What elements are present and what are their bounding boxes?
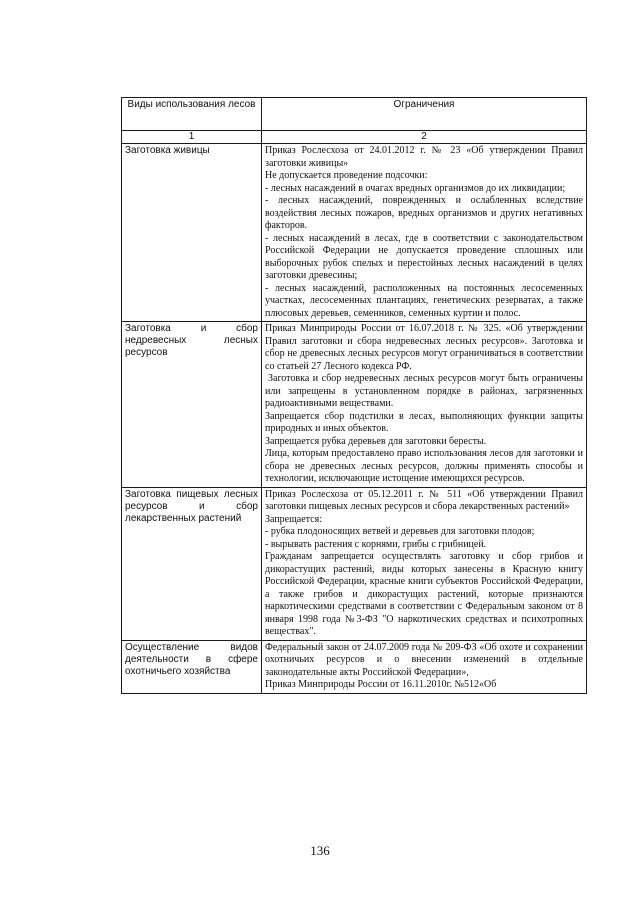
restriction-paragraph: Приказ Рослесхоза от 24.01.2012 г. № 23 «Об утверждении Правил заготовки живицы» — [265, 145, 583, 169]
restriction-paragraph: Лица, которым предоставлено право использования лесов для заготовки и сбора не древесных лесных ресурсов, должны применять способы и технологии, исключающие истощение имеющихся ресурсов. — [265, 448, 583, 484]
restriction-paragraph: Запрещается сбор подстилки в лесах, выполняющих функции защиты природных и иных объектов. — [265, 410, 583, 434]
header-restrictions: Ограничения — [262, 98, 587, 131]
restriction-paragraph: Запрещается: — [265, 513, 322, 525]
restriction-paragraph: - лесных насаждений, расположенных на постоянных лесосеменных участках, лесосеменных плантациях, генетических резерватах, а также плюсовых деревьев, семенников, семенных куртин и полос. — [265, 282, 583, 319]
forest-use-type: Заготовка и сбор недревесных лесных ресурсов — [122, 322, 262, 488]
restriction-paragraph: - вырывать растения с корнями, грибы с грибницей. — [265, 538, 487, 550]
restriction-paragraph: Не допускается проведение подсочки: — [265, 170, 428, 181]
restriction-paragraph: - лесных насаждений, поврежденных и ослабленных вследствие воздействия лесных пожаров, вредных организмов и других негативных факторов. — [265, 195, 583, 231]
restriction-paragraph: Гражданам запрещается осуществлять заготовку и сбор грибов и дикорастущих растений, виды которых занесены в Красную книгу Российской Федерации, красные книги субъектов Российской Федерации, а также грибов и дикорастущих растений, которые признаются наркотическими средствами в соответствии с Федеральным законом от 8 января 1998 года №3-ФЗ "О наркотических средствах и психотропных веществах". — [265, 551, 583, 637]
forest-use-restrictions-table — [121, 97, 587, 694]
table-row — [122, 640, 587, 693]
restriction-paragraph: Приказ Минприроды России от 16.11.2010г. №512«Об — [265, 679, 497, 690]
column-number-row — [122, 131, 587, 144]
restriction-paragraph: - лесных насаждений в лесах, где в соответствии с законодательством Российской Федерации не допускается проведение сплошных или выборочных рубок спелых и перестойных лесных насаждений в целях заготовки древесины; — [265, 232, 583, 281]
restrictions-cell — [262, 144, 587, 322]
header-forest-use-types: Виды использования лесов — [122, 98, 262, 131]
restrictions-cell — [262, 487, 587, 640]
table-header-row — [122, 98, 587, 131]
restrictions-cell — [262, 640, 587, 693]
restriction-paragraph: - рубка плодоносящих ветвей и деревьев для заготовки плодов; — [265, 526, 535, 537]
restriction-paragraph: - лесных насаждений в очагах вредных организмов до их ликвидации; — [265, 182, 566, 194]
column-number-2: 2 — [262, 131, 587, 144]
restriction-paragraph: Заготовка и сбор недревесных лесных ресурсов могут быть ограничены или запрещены в установленном порядке в районах, загрязненных радиоактивными веществами. — [265, 373, 583, 409]
table-row — [122, 144, 587, 322]
restriction-paragraph: Запрещается рубка деревьев для заготовки бересты. — [265, 435, 487, 447]
page-number: 136 — [310, 843, 330, 858]
restrictions-cell — [262, 322, 587, 488]
restriction-paragraph: Приказ Рослесхоза от 05.12.2011 г. № 511 «Об утверждении Правил заготовки пищевых лесных ресурсов и сбора лекарственных растений» — [265, 488, 583, 512]
column-number-1: 1 — [122, 131, 262, 144]
restriction-paragraph: Приказ Минприроды России от 16.07.2018 г. № 325. «Об утверждении Правил заготовки и сбора недревесных лесных ресурсов». Заготовка и сбор не древесных лесных ресурсов могут ограничиваться в соответствии со статьей 27 Лесного кодекса РФ. — [265, 323, 583, 372]
forest-use-type: Осуществление видов деятельности в сфере охотничьего хозяйства — [122, 640, 262, 693]
table-row — [122, 322, 587, 488]
table-row — [122, 487, 587, 640]
restriction-paragraph: Федеральный закон от 24.07.2009 года № 209-ФЗ «Об охоте и сохранении охотничьих ресурсов и о внесении изменений в отдельные законодательные акты Российской Федерации», — [265, 641, 583, 678]
forest-use-type: Заготовка пищевых лесных ресурсов и сбор лекарственных растений — [122, 487, 262, 640]
forest-use-type: Заготовка живицы — [122, 144, 262, 322]
